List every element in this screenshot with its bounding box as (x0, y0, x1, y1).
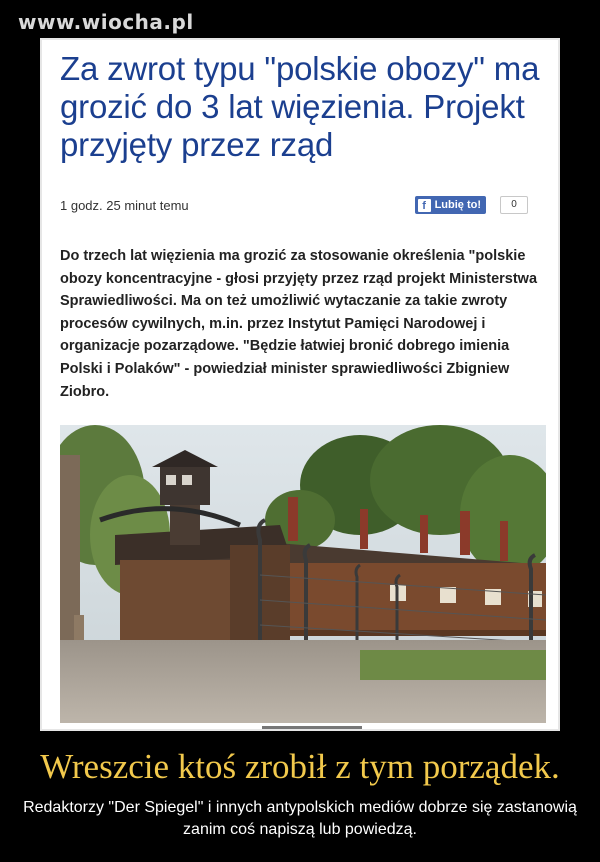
article-meta (60, 196, 546, 218)
article-headline: Za zwrot typu "polskie obozy" ma grozić do 3 lat więzienia. Projekt przyjęty przez rząd (60, 50, 540, 163)
like-label: Lubię to! (434, 199, 481, 211)
camp-gate-photo (60, 425, 546, 723)
photo-credit-strip (262, 726, 362, 729)
article-screenshot (40, 38, 560, 731)
like-count: 0 (500, 196, 528, 214)
demotivator-caption: Redaktorzy "Der Spiegel" i innych antypolskich mediów dobrze się zastanowią zanim coś napiszą lub powiedzą. (23, 799, 577, 838)
article-lead: Do trzech lat więzienia ma grozić za stosowanie określenia "polskie obozy koncentracyjne - głosi przyjęty przez rząd projekt Ministerstwa Sprawiedliwości. Ma on też umożliwić wytaczanie za takie zwroty procesów cywilnych, m.in. przez Instytut Pamięci Narodowej i organizacje pozarządowe. "Będzie łatwiej bronić dobrego imienia Polski i Polaków" - powiedział minister sprawiedliwości Zbigniew Ziobro. (60, 248, 538, 400)
facebook-like-button[interactable] (415, 196, 486, 214)
site-watermark: www.wiocha.pl (18, 10, 194, 34)
facebook-icon: f (418, 199, 431, 212)
demotivator-title: Wreszcie ktoś zrobił z tym porządek. (40, 747, 560, 786)
article-time: 1 godz. 25 minut temu (60, 198, 189, 213)
